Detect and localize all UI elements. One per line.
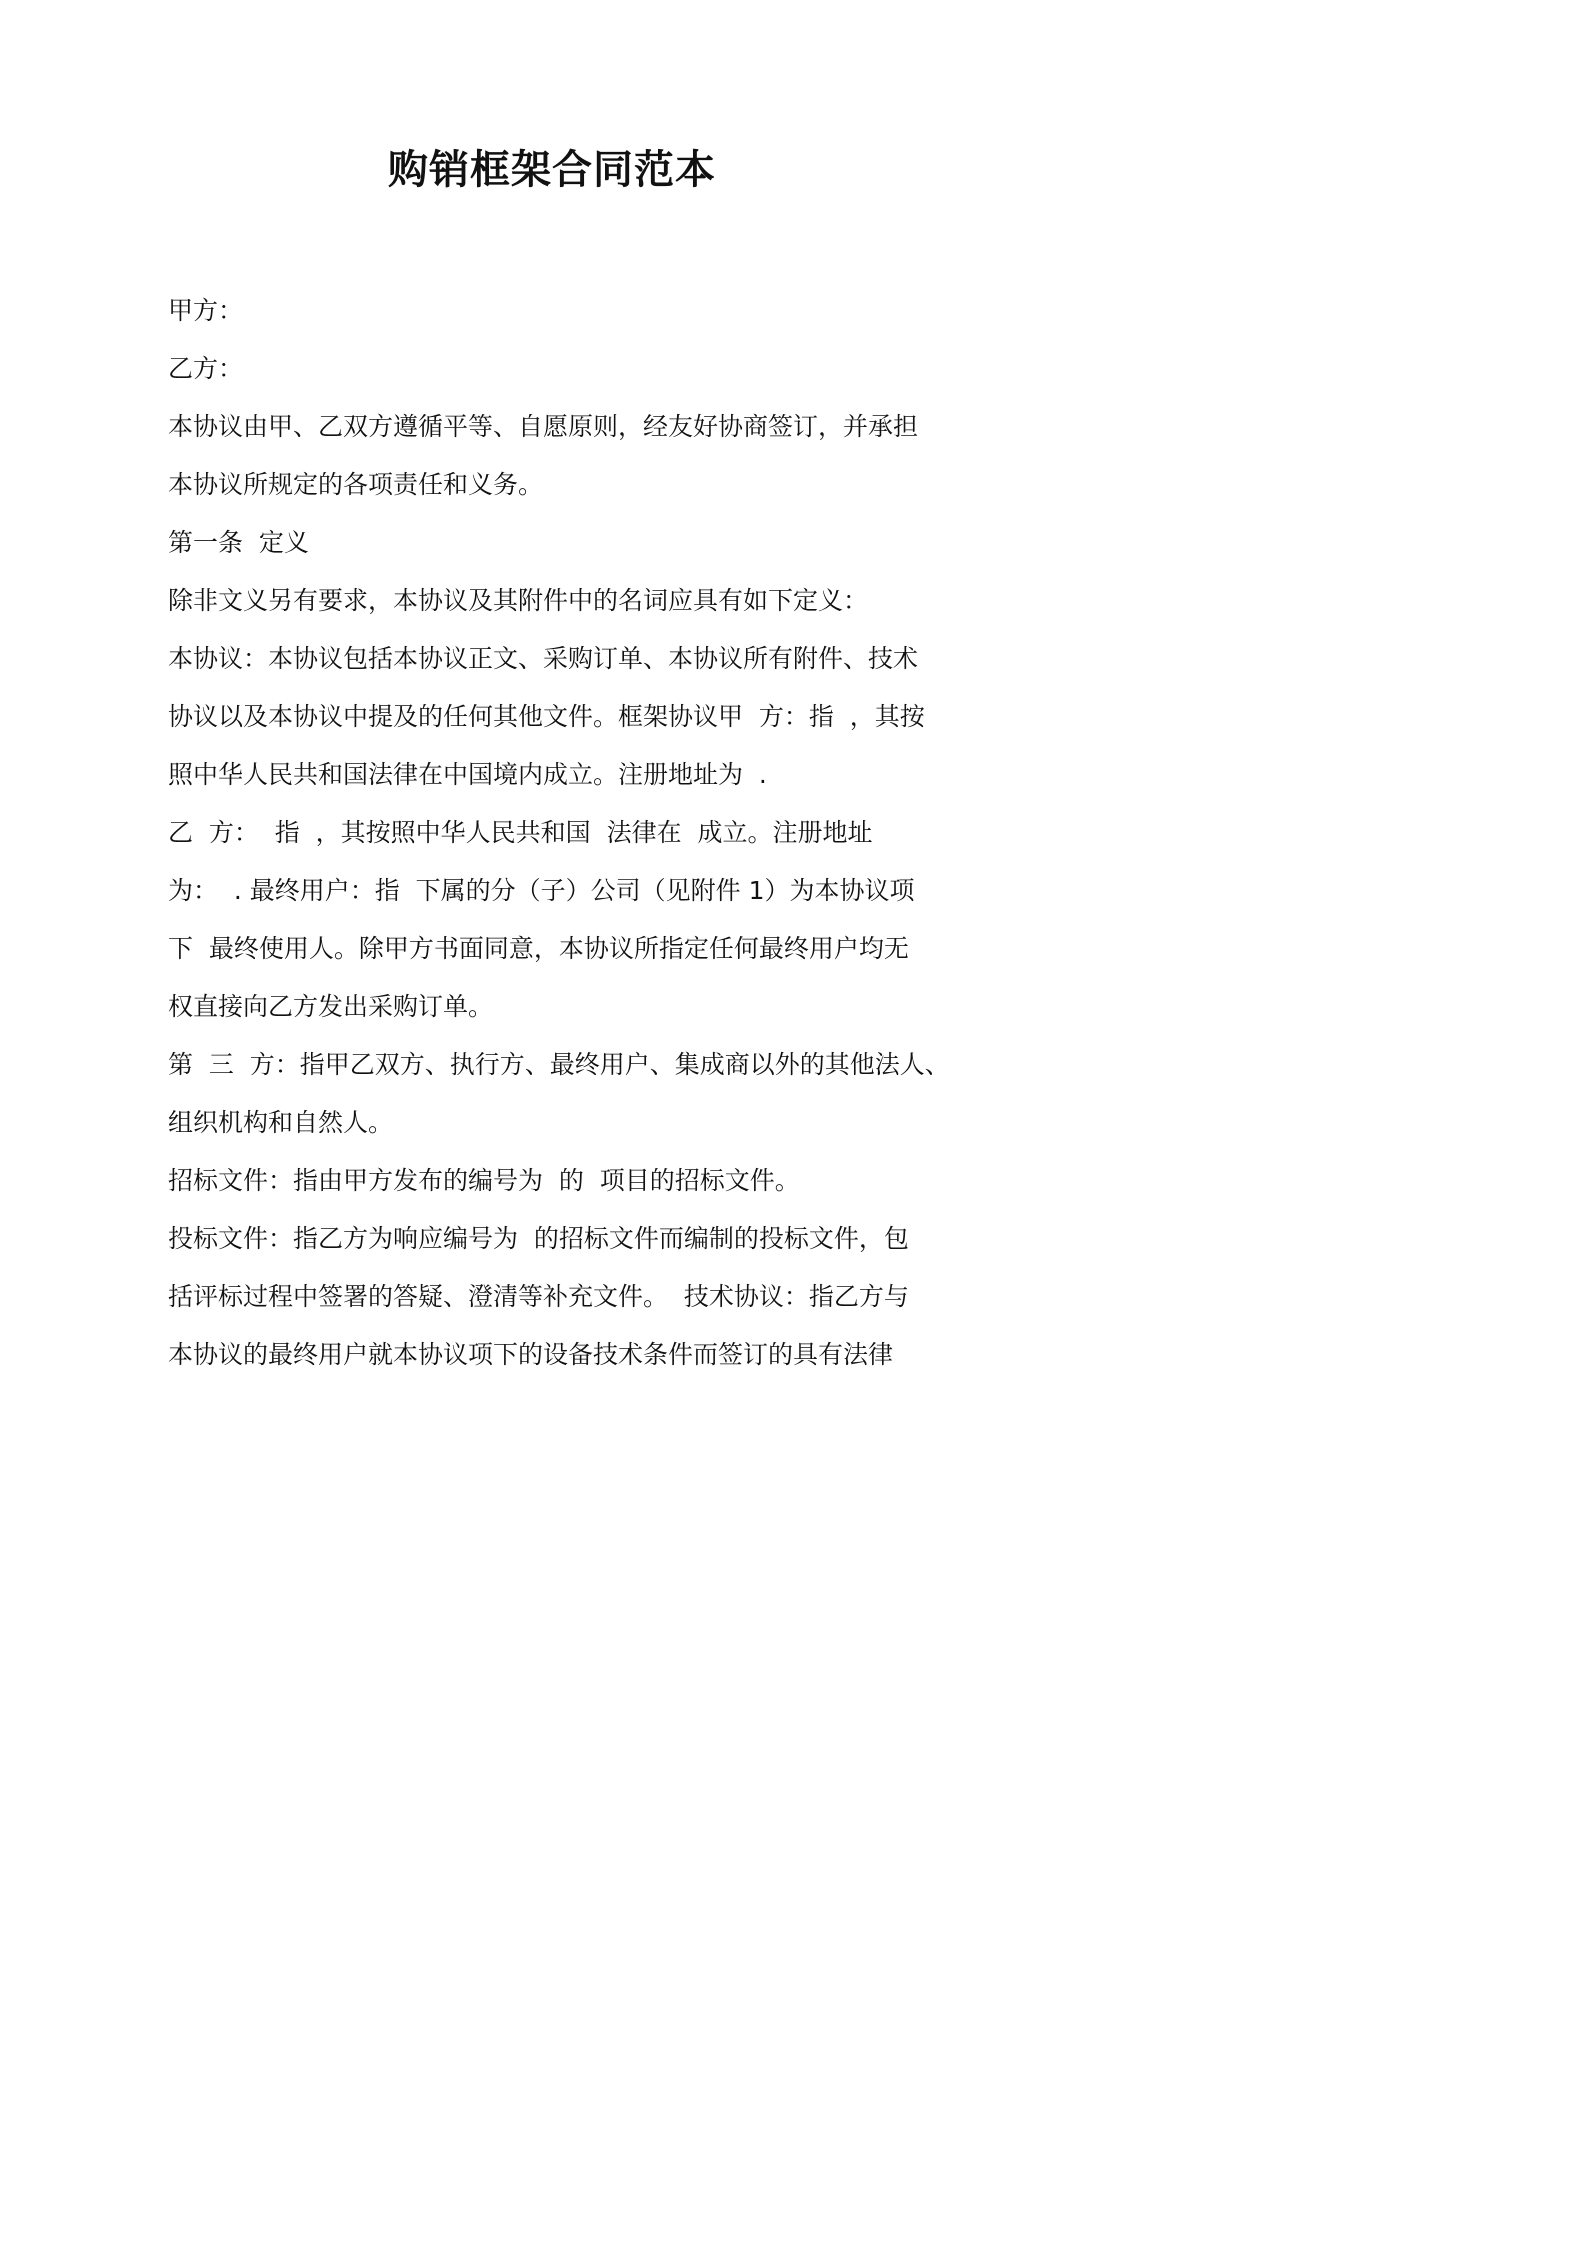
paragraph-line: 除非文义另有要求，本协议及其附件中的名词应具有如下定义： [168,586,869,615]
paragraph-line: 下 最终使用人。除甲方书面同意，本协议所指定任何最终用户均无 [168,934,909,963]
paragraph-line: 照中华人民共和国法律在中国境内成立。注册地址为 . [168,760,767,789]
party-b-line: 乙方： [168,354,244,383]
paragraph-line: 乙 方： 指 ，其按照中华人民共和国 法律在 成立。注册地址 [168,818,873,847]
paragraph-line: 为： . 最终用户：指 下属的分（子）公司（见附件 1）为本协议项 [168,876,915,905]
paragraph-line: 本协议：本协议包括本协议正文、采购订单、本协议所有附件、技术 [168,644,919,673]
paragraph-line: 协议以及本协议中提及的任何其他文件。框架协议甲 方：指 ，其按 [168,702,925,731]
document-page [0,0,1104,1562]
document-body [168,282,950,1384]
paragraph-line: 权直接向乙方发出采购订单。 [168,992,494,1021]
paragraph-line: 招标文件：指由甲方发布的编号为 的 项目的招标文件。 [168,1166,800,1195]
document-title: 购销框架合同范本 [388,147,716,193]
paragraph-line: 本协议的最终用户就本协议项下的设备技术条件而签订的具有法律 [168,1340,894,1369]
paragraph-line: 第 三 方：指甲乙双方、执行方、最终用户、集成商以外的其他法人、 [168,1050,950,1079]
article-heading: 第一条 定义 [168,528,309,557]
paragraph-line: 本协议由甲、乙双方遵循平等、自愿原则，经友好协商签订，并承担 [168,412,919,441]
paragraph-line: 组织机构和自然人。 [168,1108,394,1137]
paragraph-line: 本协议所规定的各项责任和义务。 [168,470,544,499]
paragraph-line: 括评标过程中签署的答疑、澄清等补充文件。 技术协议：指乙方与 [168,1282,909,1311]
paragraph-line: 投标文件：指乙方为响应编号为 的招标文件而编制的投标文件，包 [168,1224,909,1253]
party-a-line: 甲方： [168,296,244,325]
